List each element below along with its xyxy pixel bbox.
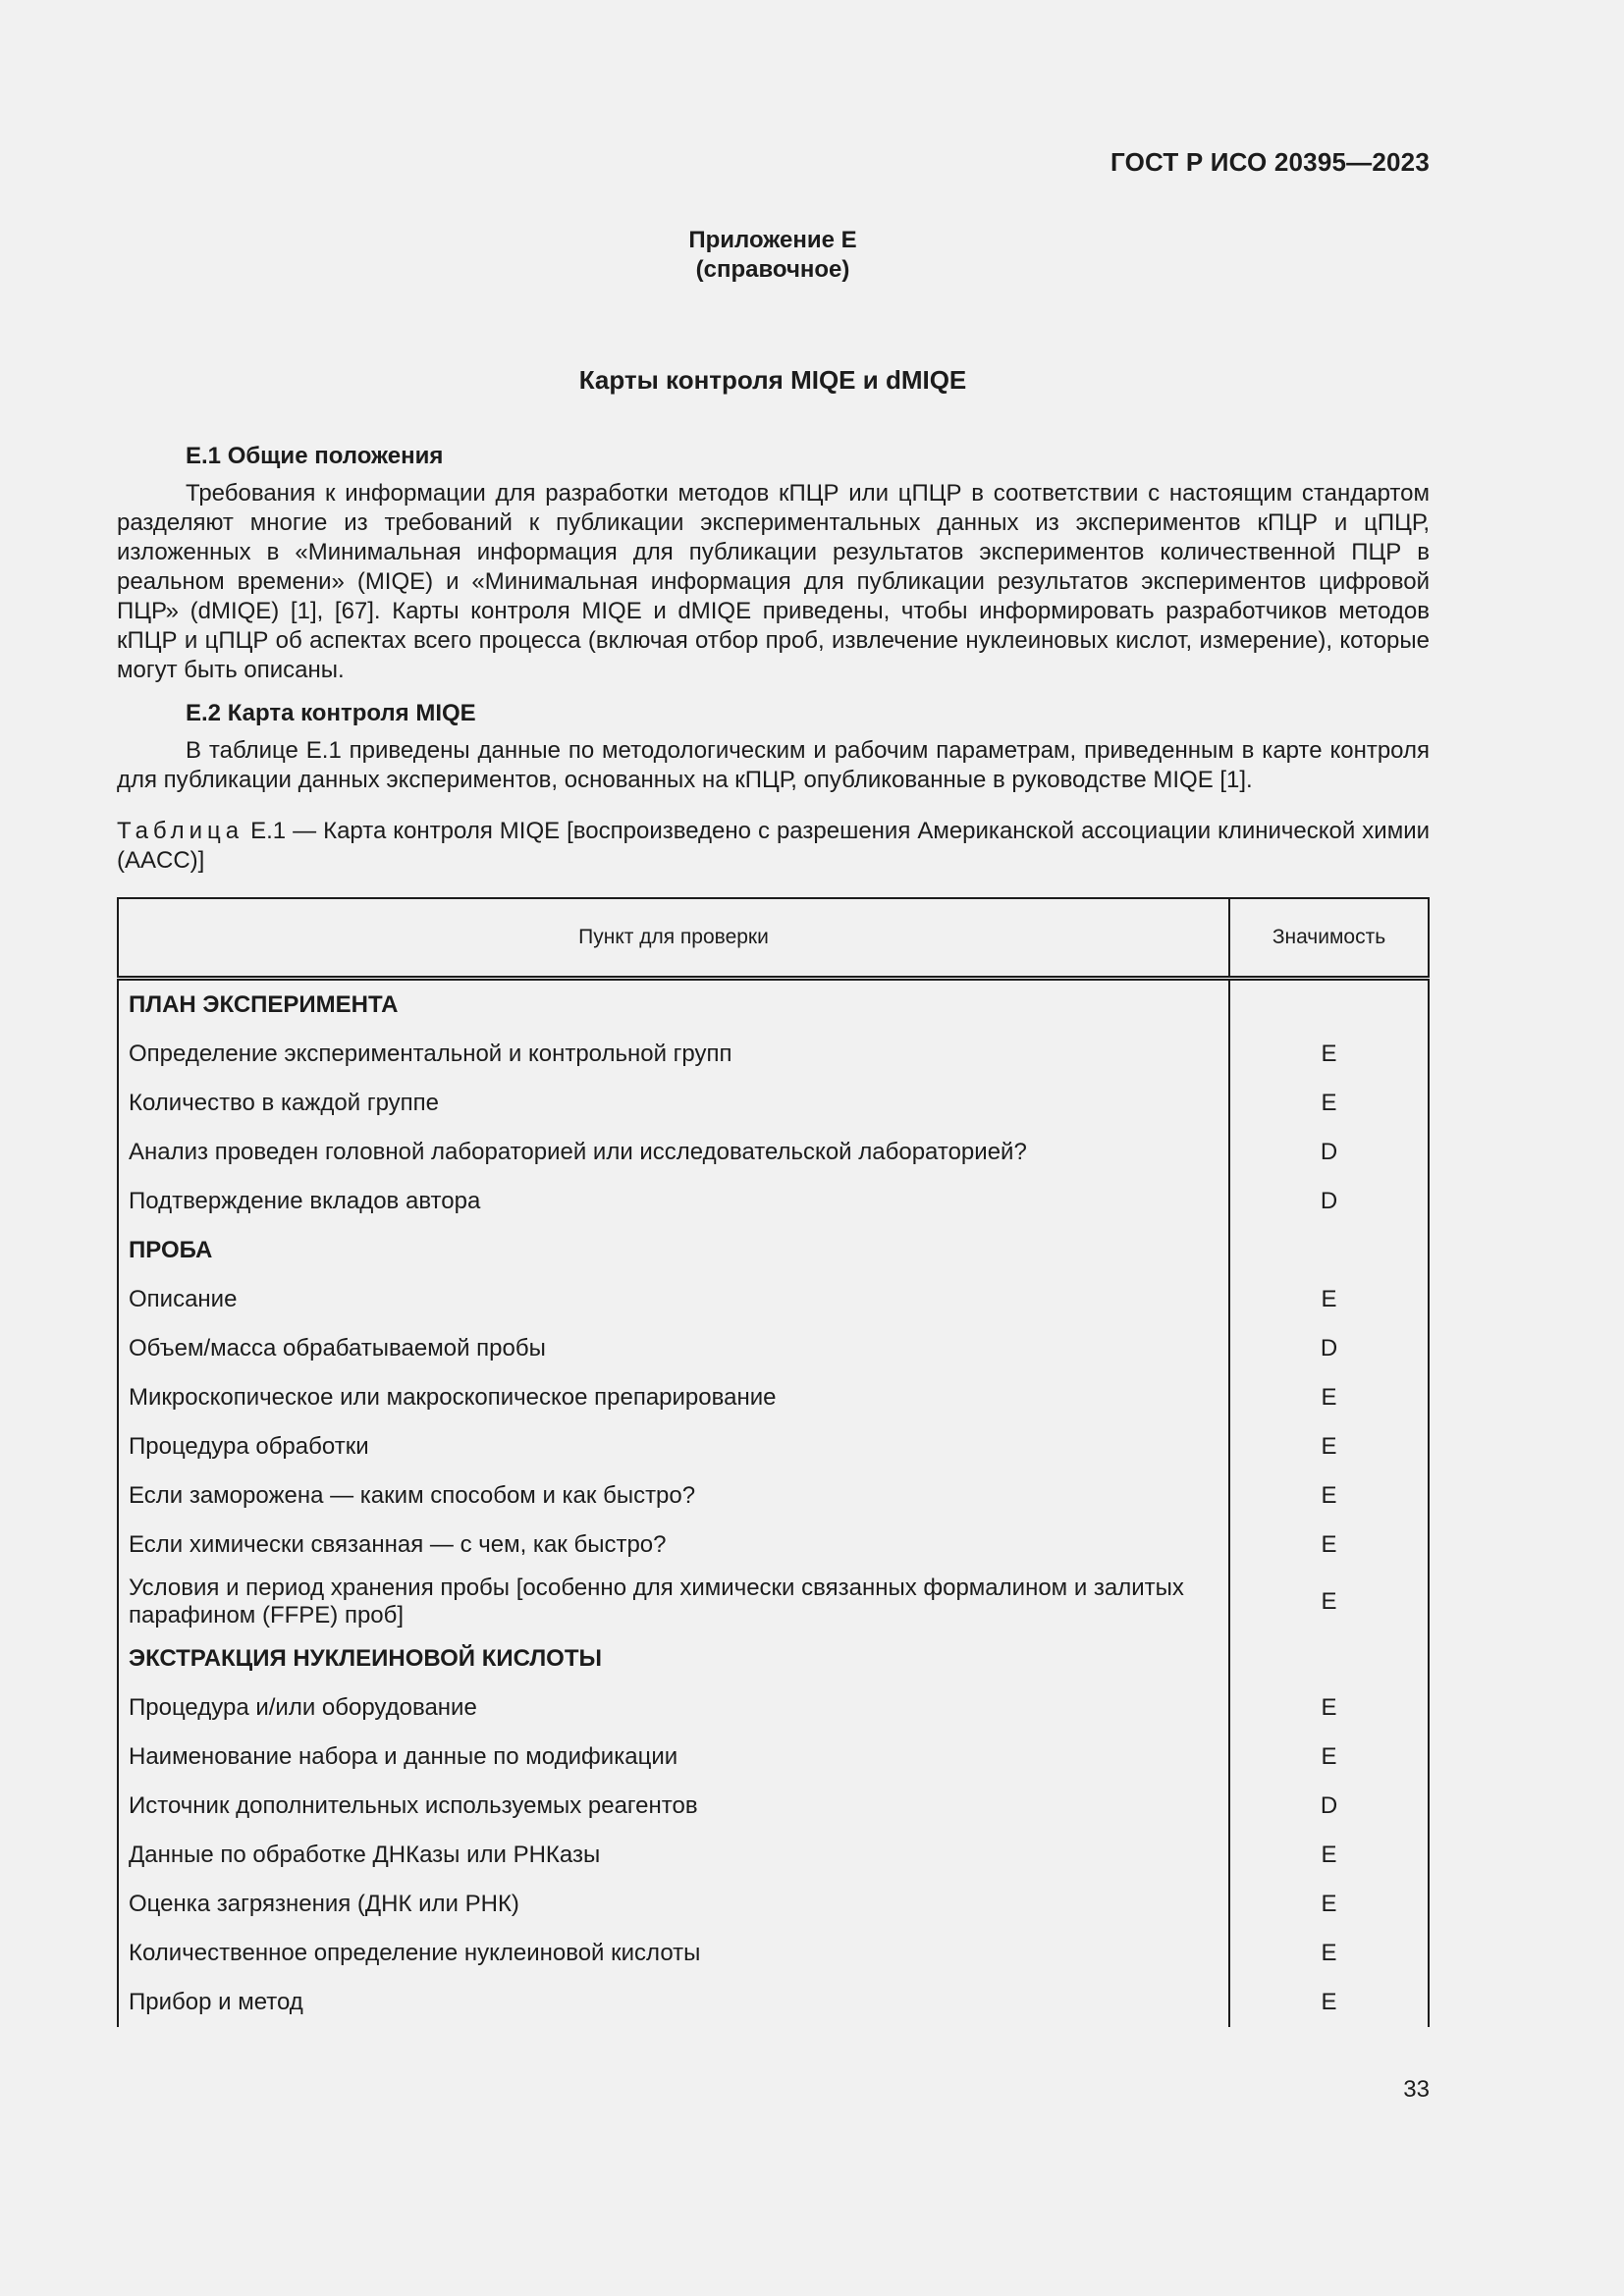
table-row xyxy=(118,1683,1429,1733)
item-cell: Если химически связанная — с чем, как быстро? xyxy=(118,1521,1229,1570)
item-cell: Определение экспериментальной и контрольной групп xyxy=(118,1030,1229,1079)
significance-cell xyxy=(1229,1634,1429,1683)
table-section-row xyxy=(118,1634,1429,1683)
item-cell: Если заморожена — каким способом и как быстро? xyxy=(118,1471,1229,1521)
table-row xyxy=(118,1324,1429,1373)
table-caption-label: Таблица xyxy=(117,818,244,844)
column-header-item: Пункт для проверки xyxy=(118,898,1229,979)
significance-cell: D xyxy=(1229,1782,1429,1831)
annex-title: Карты контроля MIQE и dMIQE xyxy=(578,365,967,395)
standard-id: ГОСТ Р ИСО 20395—2023 xyxy=(1110,147,1430,177)
table-row xyxy=(118,1733,1429,1782)
item-cell: Количество в каждой группе xyxy=(118,1079,1229,1128)
table-section-row xyxy=(118,979,1429,1031)
significance-cell: Е xyxy=(1229,1521,1429,1570)
table-row xyxy=(118,1831,1429,1880)
section-title-cell: ЭКСТРАКЦИЯ НУКЛЕИНОВОЙ КИСЛОТЫ xyxy=(118,1634,1229,1683)
annex-label-block xyxy=(0,226,1545,285)
significance-cell: Е xyxy=(1229,1030,1429,1079)
section-title-cell: ПЛАН ЭКСПЕРИМЕНТА xyxy=(118,979,1229,1031)
table-body xyxy=(118,979,1429,2028)
section-text-e1: Требования к информации для разработки методов кПЦР или цПЦР в соответствии с настоящим стандартом разделяют многие из требований к публикации экспериментальных данных из экспериментов кПЦР и цПЦР, изложенных в «Минимальная информация для публикации результатов экспериментов количественной ПЦР в реальном времени» (MIQE) и «Минимальная информация для публикации результатов экспериментов цифровой ПЦР» (dMIQE) [1], [67]. Карты контроля MIQE и dMIQE приведены, чтобы информировать разработчиков методов кПЦР и цПЦР об аспектах всего процесса (включая отбор проб, извлечение нуклеиновых кислот, измерение), которые могут быть описаны. xyxy=(117,480,1430,683)
significance-cell: Е xyxy=(1229,1373,1429,1422)
section-text-e2: В таблице Е.1 приведены данные по методологическим и рабочим параметрам, приведенным в карте контроля для публикации данных экспериментов, основанных на кПЦР, опубликованные в руководстве MIQE [1]. xyxy=(117,737,1430,793)
table-row xyxy=(118,1521,1429,1570)
item-cell: Подтверждение вкладов автора xyxy=(118,1177,1229,1226)
significance-cell: Е xyxy=(1229,1079,1429,1128)
item-cell: Микроскопическое или макроскопическое препарирование xyxy=(118,1373,1229,1422)
table-row xyxy=(118,1880,1429,1929)
table-row xyxy=(118,1782,1429,1831)
significance-cell: Е xyxy=(1229,1880,1429,1929)
item-cell: Количественное определение нуклеиновой кислоты xyxy=(118,1929,1229,1978)
significance-cell: D xyxy=(1229,1128,1429,1177)
table-row xyxy=(118,1978,1429,2027)
significance-cell xyxy=(1229,979,1429,1031)
table-row xyxy=(118,1275,1429,1324)
item-cell: Анализ проведен головной лабораторией или исследовательской лабораторией? xyxy=(118,1128,1229,1177)
significance-cell: Е xyxy=(1229,1471,1429,1521)
significance-cell: Е xyxy=(1229,1929,1429,1978)
item-cell: Процедура обработки xyxy=(118,1422,1229,1471)
significance-cell: Е xyxy=(1229,1570,1429,1634)
column-header-significance: Значимость xyxy=(1229,898,1429,979)
item-cell: Наименование набора и данные по модификации xyxy=(118,1733,1229,1782)
section-heading-e1: Е.1 Общие положения xyxy=(186,443,444,469)
table-row xyxy=(118,1373,1429,1422)
item-cell: Оценка загрязнения (ДНК или РНК) xyxy=(118,1880,1229,1929)
significance-cell: Е xyxy=(1229,1275,1429,1324)
table-row xyxy=(118,1030,1429,1079)
significance-cell: Е xyxy=(1229,1733,1429,1782)
table-header-row xyxy=(118,898,1429,979)
significance-cell xyxy=(1229,1226,1429,1275)
significance-cell: D xyxy=(1229,1177,1429,1226)
table-row xyxy=(118,1422,1429,1471)
section-title-cell: ПРОБА xyxy=(118,1226,1229,1275)
table-row xyxy=(118,1128,1429,1177)
section-heading-e2: Е.2 Карта контроля MIQE xyxy=(186,700,476,726)
item-cell: Источник дополнительных используемых реагентов xyxy=(118,1782,1229,1831)
item-cell: Условия и период хранения пробы [особенно для химически связанных формалином и залитых парафином (FFPE) проб] xyxy=(118,1570,1229,1634)
table-section-row xyxy=(118,1226,1429,1275)
significance-cell: Е xyxy=(1229,1831,1429,1880)
item-cell: Процедура и/или оборудование xyxy=(118,1683,1229,1733)
annex-type: (справочное) xyxy=(695,256,850,283)
significance-cell: Е xyxy=(1229,1683,1429,1733)
table-row xyxy=(118,1570,1429,1634)
item-cell: Описание xyxy=(118,1275,1229,1324)
item-cell: Данные по обработке ДНКазы или РНКазы xyxy=(118,1831,1229,1880)
table-row xyxy=(118,1929,1429,1978)
page-number: 33 xyxy=(1403,2076,1430,2103)
table-row xyxy=(118,1177,1429,1226)
body-text xyxy=(117,442,1430,876)
table-caption-text: Е.1 — Карта контроля MIQE [воспроизведено с разрешения Американской ассоциации клинической химии (AACC)] xyxy=(117,818,1430,874)
significance-cell: Е xyxy=(1229,1422,1429,1471)
annex-label: Приложение Е xyxy=(688,227,857,253)
item-cell: Прибор и метод xyxy=(118,1978,1229,2027)
table-row xyxy=(118,1471,1429,1521)
table-row xyxy=(118,1079,1429,1128)
significance-cell: Е xyxy=(1229,1978,1429,2027)
item-cell: Объем/масса обрабатываемой пробы xyxy=(118,1324,1229,1373)
significance-cell: D xyxy=(1229,1324,1429,1373)
miqe-checklist-table xyxy=(117,897,1430,2027)
table-caption xyxy=(117,817,1430,876)
